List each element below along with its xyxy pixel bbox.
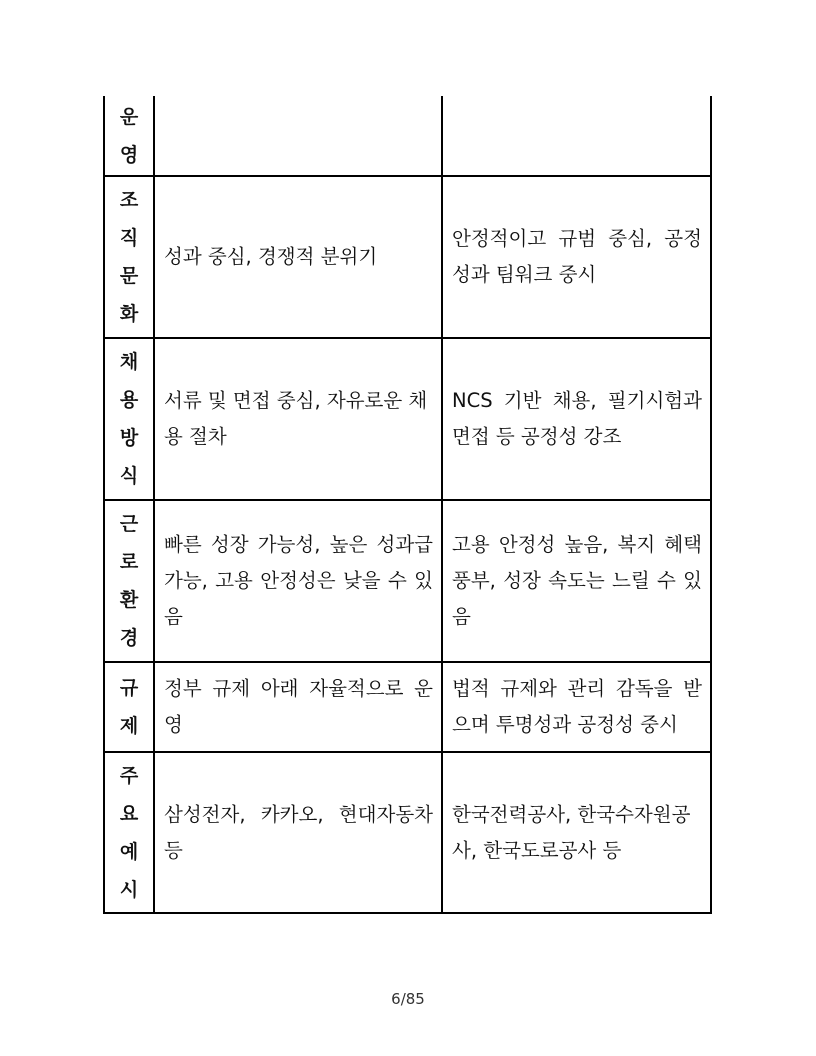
- private-company-cell: 삼성전자, 카카오, 현대자동차 등: [155, 753, 443, 912]
- row-header: 근 로 환 경: [103, 501, 155, 661]
- public-company-cell: [443, 96, 712, 175]
- private-company-cell: 성과 중심, 경쟁적 분위기: [155, 177, 443, 337]
- row-header: 주 요 예 시: [103, 753, 155, 912]
- public-company-cell: 한국전력공사, 한국수자원공사, 한국도로공사 등: [443, 753, 712, 912]
- table-row-regulation: [103, 663, 712, 753]
- row-header: 운 영: [103, 96, 155, 175]
- table-row-work-environment: [103, 501, 712, 663]
- private-company-cell: 빠른 성장 가능성, 높은 성과급 가능, 고용 안정성은 낮을 수 있음: [155, 501, 443, 661]
- public-company-cell: 안정적이고 규범 중심, 공정성과 팀워크 중시: [443, 177, 712, 337]
- private-company-cell: [155, 96, 443, 175]
- public-company-cell: NCS 기반 채용, 필기시험과 면접 등 공정성 강조: [443, 339, 712, 499]
- private-company-cell: 서류 및 면접 중심, 자유로운 채용 절차: [155, 339, 443, 499]
- page-number: 6/85: [391, 990, 425, 1008]
- public-company-cell: 고용 안정성 높음, 복지 혜택 풍부, 성장 속도는 느릴 수 있음: [443, 501, 712, 661]
- table-row-hiring-method: [103, 339, 712, 501]
- public-company-cell: 법적 규제와 관리 감독을 받으며 투명성과 공정성 중시: [443, 663, 712, 751]
- table-row-org-culture: [103, 177, 712, 339]
- table-row-operation: [103, 96, 712, 177]
- private-company-cell: 정부 규제 아래 자율적으로 운영: [155, 663, 443, 751]
- comparison-table: [103, 96, 712, 914]
- row-header: 채 용 방 식: [103, 339, 155, 499]
- row-header: 조 직 문 화: [103, 177, 155, 337]
- row-header: 규 제: [103, 663, 155, 751]
- table-row-examples: [103, 753, 712, 914]
